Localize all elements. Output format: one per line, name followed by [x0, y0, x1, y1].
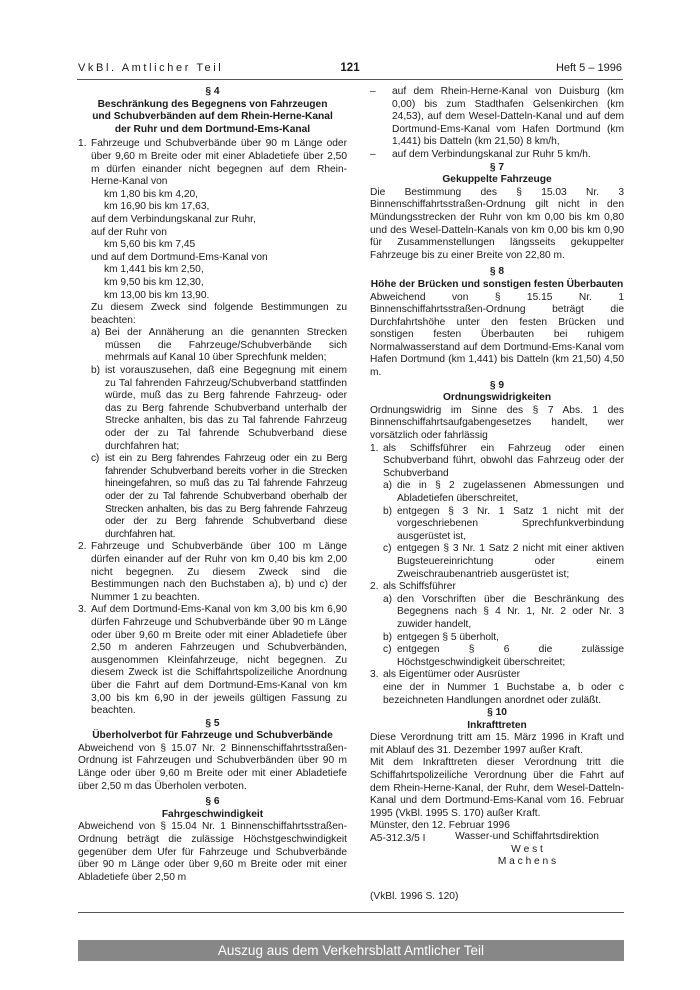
item-text: Fahrzeuge und Schubverbände über 90 m Länge oder über 9,60 m Breite oder mit einer Abladetiefe über 2,50 m dürfen einander nicht begegnen auf dem Rhein-Herne-Kanal von [91, 138, 347, 188]
list-marker: 1. [78, 138, 87, 150]
signature-signer: M a c h e n s [497, 856, 557, 868]
signature-block [370, 831, 624, 869]
item-text: Zu diesem Zweck sind folgende Bestimmungen zu beachten: [91, 302, 347, 326]
section-6-text: Abweichend von § 15.04 Nr. 1 Binnenschiffahrtsstraßen-Ordnung beträgt die zulässige Höchstgeschwindigkeit gegenüber dem Ufer für Fahrzeuge und Schubverbände über 90 m Länge oder über 9,60 m Breite oder mit einer Abladetiefe über 2,50 m [78, 821, 347, 883]
signature-authority: Wasser-und Schiffahrtsdirektion [455, 831, 599, 842]
section-6-number: § 6 [205, 796, 220, 808]
list-marker: a) [383, 593, 393, 605]
km-range: km 9,50 bis km 12,30, [104, 276, 204, 288]
section-9-item-2b [370, 632, 624, 645]
section-8-number: § 8 [489, 266, 505, 278]
section-6-dash-item-1 [370, 86, 624, 149]
section-9-item-2c [370, 644, 624, 669]
section-9-title: Ordnungswidrigkeiten [442, 392, 552, 404]
signature-region: W e s t [511, 843, 543, 855]
section-7-text: Die Bestimmung des § 15.03 Nr. 3 Binnenschiffahrtsstraßen-Ordnung gilt nicht in den Mündungsstrecken der Ruhr von km 0,00 bis km 0,80 und des Wesel-Datteln-Kanals von km 0,00 bis km 0,90 für Zusammenstellungen längsseits gekuppelter Fahrzeuge bis zu einer Breite von 22,80 m. [370, 186, 624, 261]
item-text: auf dem Rhein-Herne-Kanal von Duisburg (km 0,00) bis zum Stadthafen Gelsenkirchen (km 24,53), auf dem Wesel-Datteln-Kanal und auf dem Dortmund-Ems-Kanal vom Hafen Dortmund (km 1,441) bis Datteln (km 21,50) 8 km/h, [392, 86, 624, 148]
item-text: Bei der Annäherung an die genannten Strecken müssen die Fahrzeuge/Schubverbände sich mehrmals auf Kanal 10 über Sprechfunk melden; [105, 327, 347, 364]
running-header-title: VkBl. Amtlicher Teil [78, 62, 224, 74]
item-text: eine der in Nummer 1 Buchstabe a, b oder c bezeichneten Handlungen anordnet oder zuläßt. [383, 681, 624, 706]
km-range: km 13,00 bis km 13,90. [104, 289, 210, 301]
list-marker: – [370, 86, 376, 97]
list-marker: b) [383, 505, 393, 517]
section-4-title-line-3: der Ruhr und dem Dortmund-Ems-Kanal [114, 123, 311, 135]
item-text: auf dem Verbindungskanal zur Ruhr 5 km/h. [392, 148, 591, 160]
section-5-text: Abweichend von § 15.07 Nr. 2 Binnenschiffahrtsstraßen-Ordnung ist Fahrzeugen und Schubverbänden über 90 m Länge oder über 9,60 m Breite oder mit einer Abladetiefe über 2,50 m das Überholen verboten. [78, 742, 347, 792]
section-4-title-line-2: und Schubverbänden auf dem Rhein-Herne-Kanal [92, 111, 333, 123]
issue-label: Heft 5 – 1996 [555, 62, 622, 74]
list-marker: b) [91, 365, 101, 377]
section-9-item-1b [370, 506, 624, 544]
list-marker: c) [383, 644, 392, 656]
section-7-title: Gekuppelte Fahrzeuge [442, 174, 552, 186]
km-range: km 5,60 bis km 7,45 [104, 239, 196, 251]
list-marker: – [370, 148, 376, 160]
section-4-item-1c [78, 453, 347, 541]
section-9-item-1c [370, 543, 624, 581]
section-7-number: § 7 [489, 161, 505, 173]
file-reference: A5-312.3/5 I [370, 833, 426, 845]
item-text: die in § 2 zugelassenen Abmessungen und Abladetiefen überschreitet, [397, 480, 624, 504]
item-text: entgegen § 5 überholt, [397, 631, 499, 643]
list-marker: c) [91, 453, 99, 465]
page-number: 121 [340, 62, 360, 74]
section-9-text: Ordnungswidrig im Sinne des § 7 Abs. 1 des Binnenschiffahrtsaufgabengesetzes handelt, wer vorsätzlich oder fahrlässig [370, 404, 624, 442]
list-marker: a) [383, 480, 393, 492]
list-marker: c) [383, 543, 392, 555]
left-column [78, 86, 347, 884]
km-range: km 16,90 bis km 17,63, [104, 201, 210, 213]
section-4-title-line-1: Beschränkung des Begegnens von Fahrzeugen [97, 98, 328, 110]
section-9-item-1a [370, 480, 624, 505]
section-4-item-1b [78, 365, 347, 453]
list-marker: a) [91, 327, 101, 339]
section-8-title: Höhe der Brücken und sonstigen festen Überbauten [370, 278, 624, 290]
section-6-dash-item-2 [370, 149, 624, 162]
km-range: km 1,441 bis km 2,50, [104, 264, 204, 276]
waterway-text: und auf dem Dortmund-Ems-Kanal von [91, 251, 268, 263]
right-column [370, 86, 624, 846]
place-date: Münster, den 12. Februar 1996 [370, 820, 510, 832]
section-4-number: § 4 [205, 86, 220, 97]
waterway-text: auf der Ruhr von [91, 226, 167, 238]
list-marker: 3. [78, 604, 87, 616]
section-4-item-2 [78, 541, 347, 604]
source-citation: (VkBl. 1996 S. 120) [370, 891, 459, 902]
section-4-item-1 [78, 138, 347, 327]
item-text: als Eigentümer oder Ausrüster [383, 669, 521, 681]
item-text: entgegen § 3 Nr. 1 Satz 2 nicht mit einer aktiven Bugsteuereinrichtung oder einem Zweischraubenantrieb ausgerüstet ist; [397, 543, 624, 580]
list-marker: b) [383, 631, 393, 643]
list-marker: 2. [370, 581, 379, 593]
km-range: km 1,80 bis km 4,20, [104, 188, 198, 200]
section-10-text-1: Diese Verordnung tritt am 15. März 1996 in Kraft und mit Ablauf des 31. Dezember 1997 außer Kraft. [370, 732, 624, 756]
item-text: ist ein zu Berg fahrendes Fahrzeug oder ein zu Berg fahrender Schubverband bereits vorher in die Strecken hineingefahren, so muß das zu Tal fahrende Fahrzeug oder der zu Tal fahrende Schubverband oberhalb der Strecken anhalten, bis das zu Berg fahrende Fahrzeug oder der zu Berg fahrende Schubverband diese durchfahren hat. [105, 453, 347, 540]
section-8-text: Abweichend von § 15.15 Nr. 1 Binnenschiffahrtsstraßen-Ordnung beträgt die Durchfahrtshöhe unter den festen Brücken und sonstigen festen Überbauten bei ruhigem Normalwasserstand auf dem Dortmund-Ems-Kanal vom Hafen Dortmund (km 1,441) bis Datteln (km 21,50) 4,50 m. [370, 291, 624, 379]
footer-divider [78, 912, 624, 913]
item-text: entgegen § 6 die zulässige Höchstgeschwindigkeit überschreitet; [397, 644, 624, 668]
section-9-item-1 [370, 443, 624, 481]
section-6-title: Fahrgeschwindigkeit [161, 808, 264, 820]
item-text: entgegen § 3 Nr. 1 Satz 1 nicht mit der vorgeschriebenen Sprechfunkverbindung ausgerüstet ist, [397, 505, 624, 542]
footer-banner: Auszug aus dem Verkehrsblatt Amtlicher Teil [78, 940, 624, 961]
section-9-number: § 9 [489, 379, 505, 391]
section-10-title: Inkrafttreten [467, 719, 527, 731]
list-marker: 2. [78, 541, 87, 553]
item-text: Fahrzeuge und Schubverbände über 100 m Länge dürfen einander auf der Ruhr von km 0,40 bis km 2,00 nicht begegnen. Zu diesem Zweck sind die Bestimmungen nach den Buchstaben a), b) und c) der Nummer 1 zu beachten. [91, 541, 347, 603]
section-4-item-3 [78, 604, 347, 717]
item-text: als Schiffsführer ein Fahrzeug oder einen Schubverband führt, obwohl das Fahrzeug oder der Schubverband [383, 442, 624, 479]
section-9-item-2 [370, 581, 624, 594]
section-9-item-3 [370, 669, 624, 707]
list-marker: 3. [370, 669, 379, 681]
section-9-item-2a [370, 594, 624, 632]
item-text: als Schiffsführer [383, 581, 456, 593]
section-5-number: § 5 [205, 717, 220, 729]
header-divider [77, 79, 623, 80]
section-10-number: § 10 [487, 707, 507, 719]
item-text: Auf dem Dortmund-Ems-Kanal von km 3,00 bis km 6,90 dürfen Fahrzeuge und Schubverbände über 90 m Länge oder über 9,60 m Breite oder mit einer Abladetiefe über 2,50 m anderen Fahrzeugen und Schubverbänden, ausgenommen Kleinfahrzeuge, nicht begegnen. Zu diesem Zweck ist die Schiffahrtspolizeiliche Anordnung über die Fahrt auf dem Dortmund-Ems-Kanal von km 3,00 bis km 6,90 in der jeweils gültigen Fassung zu beachten. [91, 604, 347, 717]
item-text: den Vorschriften über die Beschränkung des Begegnens nach § 4 Nr. 1, Nr. 2 oder Nr. 3 zuwider handelt, [397, 593, 624, 630]
section-5-title: Überholverbot für Fahrzeuge und Schubverbände [92, 730, 333, 742]
list-marker: 1. [370, 442, 379, 454]
section-4-item-1a [78, 327, 347, 365]
item-text: ist vorauszusehen, daß eine Begegnung mit einem zu Tal fahrenden Fahrzeug/Schubverband stattfinden würde, muß das zu Berg fahrende Fahrzeug- oder das zu Berg fahrende Schubverband unterhalb der Strecke anhalten, bis das zu Tal fahrende Fahrzeug oder der zu Tal fahrende Schubverband diese durchfahren hat; [105, 365, 347, 452]
section-10-text-2: Mit dem Inkrafttreten dieser Verordnung tritt die Schiffahrtspolizeiliche Verordnung über die Fahrt auf dem Rhein-Herne-Kanal, der Ruhr, dem Wesel-Datteln-Kanal und dem Dortmund-Ems-Kanal vom 16. Februar 1995 (VkBl. 1995 S. 170) außer Kraft. [370, 757, 624, 819]
waterway-text: auf dem Verbindungskanal zur Ruhr, [91, 213, 256, 225]
